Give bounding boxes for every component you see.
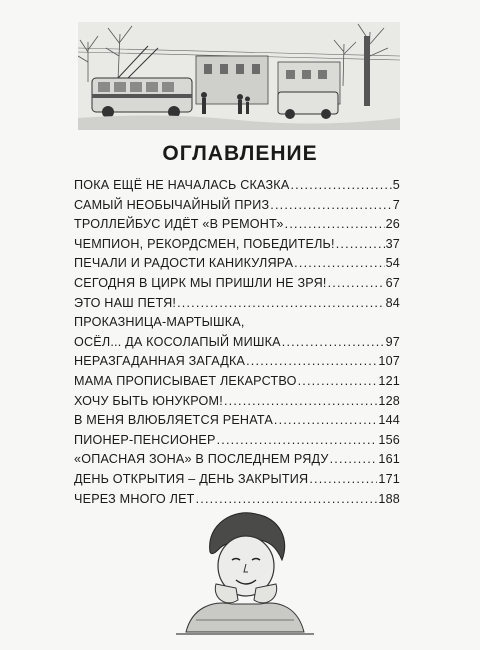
toc-entry-title: ПИОНЕР-ПЕНСИОНЕР	[74, 432, 216, 447]
toc-entry-title: САМЫЙ НЕОБЫЧАЙНЫЙ ПРИЗ	[74, 197, 270, 212]
toc-entry-page: 97	[385, 334, 400, 349]
dot-leader	[290, 176, 391, 196]
toc-entry-title: ЧЕРЕЗ МНОГО ЛЕТ	[74, 491, 195, 506]
toc-entry-page: 7	[392, 197, 400, 212]
toc-entry	[74, 235, 400, 255]
toc-entry-title: В МЕНЯ ВЛЮБЛЯЕТСЯ РЕНАТА	[74, 413, 273, 428]
toc-entry-title: ПРОКАЗНИЦА-МАРТЫШКА,	[74, 315, 245, 330]
toc-entry-first-line	[74, 313, 400, 333]
toc-entry	[74, 196, 400, 216]
dot-leader	[294, 254, 384, 274]
toc-entry-page: 54	[385, 256, 400, 271]
toc-entry-page: 171	[378, 471, 400, 486]
dot-leader	[270, 196, 392, 216]
toc-entry-second-line	[74, 333, 400, 353]
dot-leader	[274, 411, 377, 431]
toc-entry	[74, 215, 400, 235]
toc-entry-page: 128	[378, 393, 400, 408]
street-scene-illustration	[78, 22, 400, 130]
toc-entry	[74, 254, 400, 274]
toc-entry-title: ХОЧУ БЫТЬ ЮНУКРОМ!	[74, 393, 223, 408]
toc-entry-page: 107	[378, 354, 400, 369]
dot-leader	[330, 450, 378, 470]
toc-entry-title: ПОКА ЕЩЁ НЕ НАЧАЛАСЬ СКАЗКА	[74, 178, 290, 192]
toc-entry-page: 26	[385, 217, 400, 232]
toc-entry-page: 84	[385, 295, 400, 310]
toc-entry	[74, 294, 400, 314]
toc-entry-title: НЕРАЗГАДАННАЯ ЗАГАДКА	[74, 354, 246, 369]
dot-leader	[336, 235, 385, 255]
dot-leader	[298, 372, 378, 392]
toc-entry	[74, 450, 400, 470]
toc-entry	[74, 372, 400, 392]
toc-entry-page: 5	[392, 178, 400, 192]
dot-leader	[246, 352, 377, 372]
page-title: ОГЛАВЛЕНИЕ	[162, 142, 318, 165]
toc-entry-title-continued: ОСЁЛ... ДА КОСОЛАПЫЙ МИШКА	[74, 334, 281, 349]
dot-leader	[224, 392, 377, 412]
dot-leader	[177, 294, 385, 314]
toc-entry-title: ПЕЧАЛИ И РАДОСТИ КАНИКУЛЯРА	[74, 256, 294, 271]
toc-entry-title: «ОПАСНАЯ ЗОНА» В ПОСЛЕДНЕМ РЯДУ	[74, 452, 329, 467]
dot-leader	[309, 470, 377, 490]
toc-entry-page: 67	[385, 275, 400, 290]
toc-entry-title: ЧЕМПИОН, РЕКОРДСМЕН, ПОБЕДИТЕЛЬ!	[74, 236, 335, 251]
toc-entry-page: 144	[378, 413, 400, 428]
toc-entry-page: 188	[378, 491, 400, 506]
toc-entry-page: 121	[378, 373, 400, 388]
toc-entry	[74, 352, 400, 372]
toc-entry-title: ДЕНЬ ОТКРЫТИЯ – ДЕНЬ ЗАКРЫТИЯ	[74, 471, 309, 486]
toc-entry	[74, 470, 400, 490]
dot-leader	[217, 431, 378, 451]
dot-leader	[328, 274, 385, 294]
table-of-contents	[74, 176, 400, 509]
toc-entry-title: ТРОЛЛЕЙБУС ИДЁТ «В РЕМОНТ»	[74, 217, 284, 232]
toc-entry-title: МАМА ПРОПИСЫВАЕТ ЛЕКАРСТВО	[74, 373, 297, 388]
toc-entry	[74, 274, 400, 294]
toc-entry-title: СЕГОДНЯ В ЦИРК МЫ ПРИШЛИ НЕ ЗРЯ!	[74, 275, 327, 290]
toc-entry	[74, 392, 400, 412]
dot-leader	[282, 333, 385, 353]
toc-entry	[74, 176, 400, 196]
toc-entry	[74, 411, 400, 431]
toc-entry-title: ЭТО НАШ ПЕТЯ!	[74, 295, 177, 310]
toc-entry	[74, 431, 400, 451]
toc-entry-page: 161	[378, 452, 400, 467]
toc-entry	[74, 313, 400, 352]
toc-entry-page: 156	[378, 432, 400, 447]
toc-entry-page: 37	[385, 236, 400, 251]
boy-portrait-illustration	[176, 500, 314, 638]
dot-leader	[285, 215, 385, 235]
